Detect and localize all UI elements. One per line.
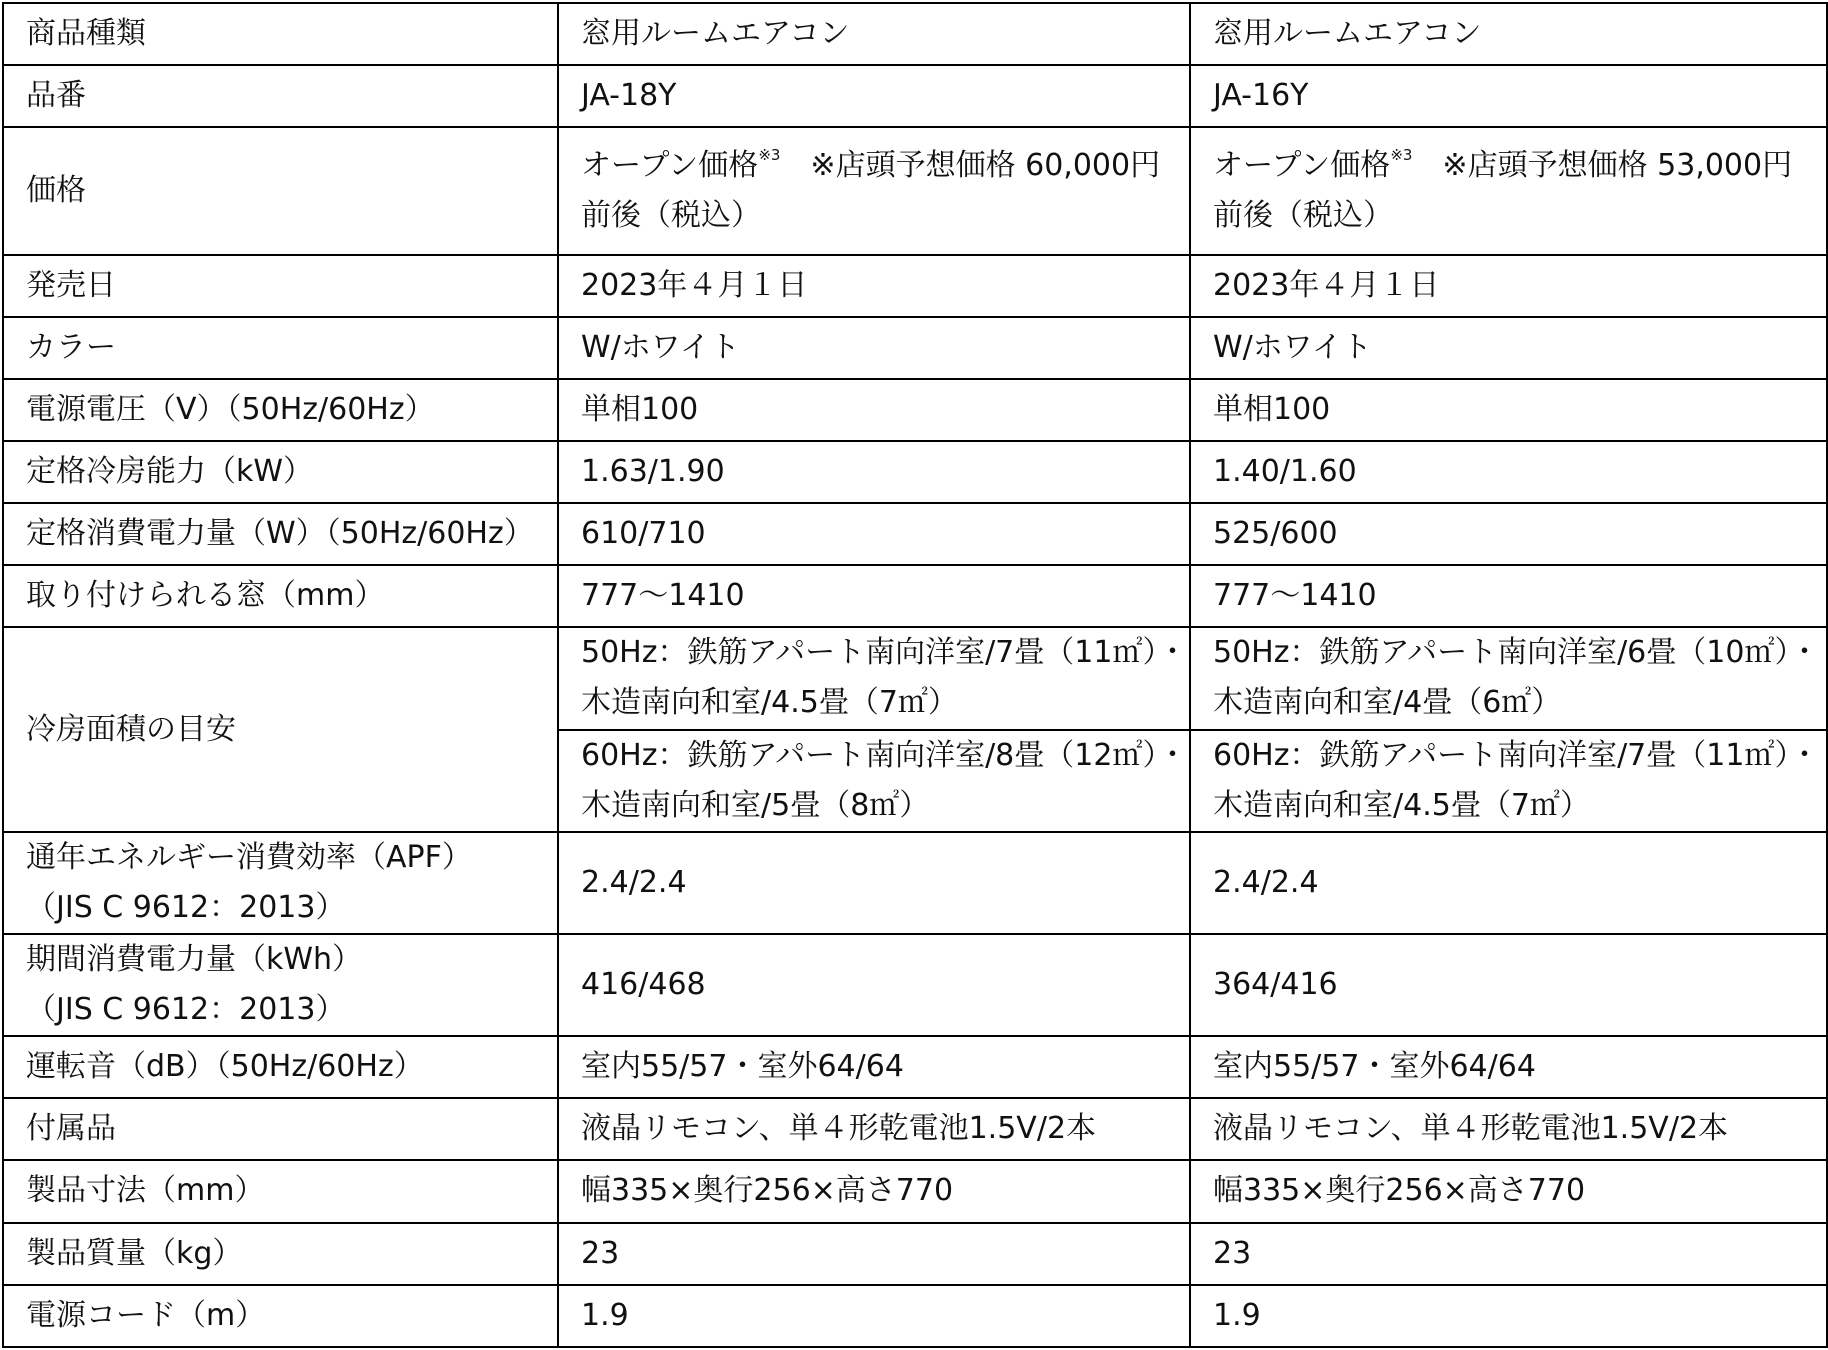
cell-cooling-area-50hz-b (1190, 627, 1827, 729)
price-estimate: ※店頭予想価格 53,000円前後（税込） (1213, 147, 1793, 233)
table-row (3, 441, 1827, 503)
row-label-color: カラー (3, 317, 558, 379)
row-label-power-consumption: 定格消費電力量（W）（50Hz/60Hz） (3, 503, 558, 565)
cell-release-a: 2023年４月１日 (558, 255, 1190, 317)
price-note-marker: ※3 (1390, 145, 1413, 164)
cell-power-consumption-a: 610/710 (558, 503, 1190, 565)
annual-power-label-line: 期間消費電力量（kWh） (26, 942, 363, 978)
cell-voltage-b: 単相100 (1190, 379, 1827, 441)
spec-table (2, 2, 1828, 1348)
cooling-area-line: 60Hz：鉄筋アパート南向洋室/8畳（12㎡）・ (581, 737, 1188, 773)
cooling-area-line: 50Hz：鉄筋アパート南向洋室/6畳（10㎡）・ (1213, 635, 1820, 671)
cell-cooling-area-60hz-a (558, 730, 1190, 832)
cell-window-a: 777〜1410 (558, 565, 1190, 627)
cell-release-b: 2023年４月１日 (1190, 255, 1827, 317)
cell-color-a: W/ホワイト (558, 317, 1190, 379)
cell-product-type-a: 窓用ルームエアコン (558, 3, 1190, 65)
row-label-price: 価格 (3, 127, 558, 254)
cell-apf-a: 2.4/2.4 (558, 832, 1190, 934)
cell-product-type-b: 窓用ルームエアコン (1190, 3, 1827, 65)
table-row (3, 503, 1827, 565)
cooling-area-line: 木造南向和室/4.5畳（7㎡） (581, 685, 958, 721)
table-row (3, 255, 1827, 317)
row-label-cooling-area: 冷房面積の目安 (3, 627, 558, 831)
table-row (3, 934, 1827, 1036)
row-label-cooling-capacity: 定格冷房能力（kW） (3, 441, 558, 503)
row-label-model: 品番 (3, 65, 558, 127)
table-row (3, 1036, 1827, 1098)
cell-cooling-area-60hz-b (1190, 730, 1827, 832)
row-label-product-type: 商品種類 (3, 3, 558, 65)
table-row (3, 832, 1827, 934)
cell-apf-b: 2.4/2.4 (1190, 832, 1827, 934)
table-row (3, 627, 1827, 729)
cell-accessories-a: 液晶リモコン、単４形乾電池1.5V/2本 (558, 1098, 1190, 1160)
cell-weight-b: 23 (1190, 1223, 1827, 1285)
cell-price-b (1190, 127, 1827, 254)
row-label-dimensions: 製品寸法（mm） (3, 1160, 558, 1222)
row-label-apf (3, 832, 558, 934)
apf-label-line: 通年エネルギー消費効率（APF） (26, 839, 472, 875)
row-label-voltage: 電源電圧（V）（50Hz/60Hz） (3, 379, 558, 441)
table-row (3, 1098, 1827, 1160)
apf-label-line: （JIS C 9612：2013） (26, 889, 346, 925)
annual-power-label-line: （JIS C 9612：2013） (26, 992, 346, 1028)
table-row (3, 1160, 1827, 1222)
table-row (3, 379, 1827, 441)
row-label-weight: 製品質量（kg） (3, 1223, 558, 1285)
cell-power-consumption-b: 525/600 (1190, 503, 1827, 565)
price-main: オープン価格 (1213, 147, 1391, 183)
cell-weight-a: 23 (558, 1223, 1190, 1285)
cell-cooling-capacity-a: 1.63/1.90 (558, 441, 1190, 503)
row-label-annual-power (3, 934, 558, 1036)
cell-cooling-capacity-b: 1.40/1.60 (1190, 441, 1827, 503)
cell-dimensions-a: 幅335×奥行256×高さ770 (558, 1160, 1190, 1222)
cell-cord-a: 1.9 (558, 1285, 1190, 1347)
cell-noise-a: 室内55/57・室外64/64 (558, 1036, 1190, 1098)
table-row (3, 127, 1827, 254)
table-row (3, 1285, 1827, 1347)
cell-voltage-a: 単相100 (558, 379, 1190, 441)
cell-annual-power-a: 416/468 (558, 934, 1190, 1036)
table-row (3, 565, 1827, 627)
cell-window-b: 777〜1410 (1190, 565, 1827, 627)
cell-noise-b: 室内55/57・室外64/64 (1190, 1036, 1827, 1098)
price-note-marker: ※3 (758, 145, 781, 164)
cooling-area-line: 木造南向和室/4.5畳（7㎡） (1213, 787, 1590, 823)
cooling-area-line: 木造南向和室/5畳（8㎡） (581, 787, 930, 823)
price-main: オープン価格 (581, 147, 759, 183)
cell-accessories-b: 液晶リモコン、単４形乾電池1.5V/2本 (1190, 1098, 1827, 1160)
cell-cooling-area-50hz-a (558, 627, 1190, 729)
table-row (3, 1223, 1827, 1285)
cell-price-a (558, 127, 1190, 254)
cooling-area-line: 60Hz：鉄筋アパート南向洋室/7畳（11㎡）・ (1213, 737, 1820, 773)
cooling-area-line: 木造南向和室/4畳（6㎡） (1213, 685, 1562, 721)
table-row (3, 317, 1827, 379)
row-label-noise: 運転音（dB）（50Hz/60Hz） (3, 1036, 558, 1098)
cell-model-b: JA-16Y (1190, 65, 1827, 127)
cell-annual-power-b: 364/416 (1190, 934, 1827, 1036)
cell-cord-b: 1.9 (1190, 1285, 1827, 1347)
cooling-area-line: 50Hz：鉄筋アパート南向洋室/7畳（11㎡）・ (581, 635, 1188, 671)
row-label-accessories: 付属品 (3, 1098, 558, 1160)
row-label-release: 発売日 (3, 255, 558, 317)
row-label-cord: 電源コード（m） (3, 1285, 558, 1347)
cell-color-b: W/ホワイト (1190, 317, 1827, 379)
table-row (3, 3, 1827, 65)
cell-dimensions-b: 幅335×奥行256×高さ770 (1190, 1160, 1827, 1222)
row-label-window: 取り付けられる窓（mm） (3, 565, 558, 627)
table-row (3, 65, 1827, 127)
cell-model-a: JA-18Y (558, 65, 1190, 127)
price-estimate: ※店頭予想価格 60,000円前後（税込） (581, 147, 1161, 233)
